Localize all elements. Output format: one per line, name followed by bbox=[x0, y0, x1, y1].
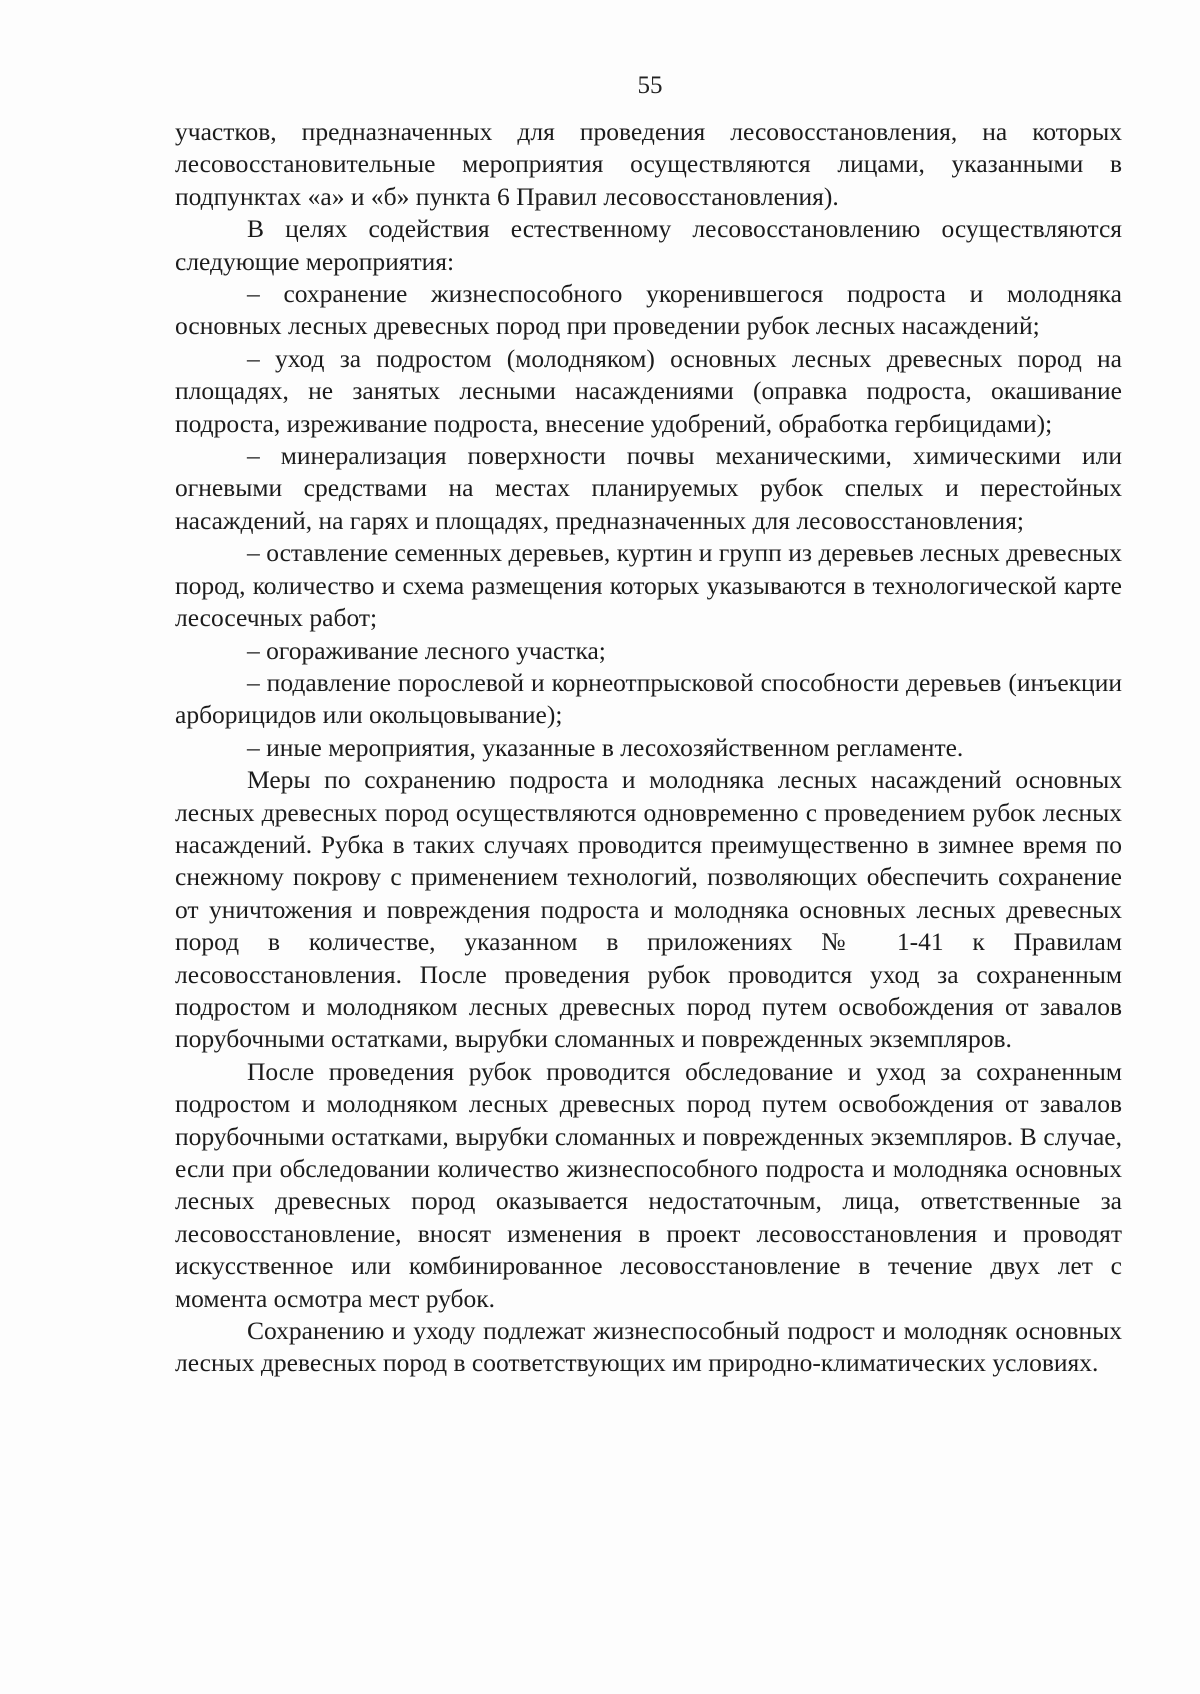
list-item-suppression: – подавление порослевой и корнеотпрысковой способности деревьев (инъекции арборицидов или окольцовывание); bbox=[175, 667, 1122, 730]
body-text bbox=[175, 116, 1122, 1380]
list-item-preservation: – сохранение жизнеспособного укоренившегося подроста и молодняка основных лесных древесных пород при проведении рубок лесных насаждений; bbox=[175, 279, 1122, 341]
paragraph-continuation: участков, предназначенных для проведения лесовосстановления, на которых лесовосстановительные мероприятия осуществляются лицами, указанными в подпунктах «а» и «б» пункта 6 Правил лесовосстановления). bbox=[175, 117, 1122, 211]
list-item-care: – уход за подростом (молодняком) основных лесных древесных пород на площадях, не занятых лесными насаждениями (оправка подроста, окашивание подроста, изреживание подроста, внесение удобрений, обработка гербицидами); bbox=[175, 343, 1122, 438]
list-item-other: – иные мероприятия, указанные в лесохозяйственном регламенте. bbox=[247, 732, 964, 762]
list-item-seed-trees: – оставление семенных деревьев, куртин и групп из деревьев лесных древесных пород, количество и схема размещения которых указываются в технологической карте лесосечных работ; bbox=[175, 538, 1122, 633]
paragraph-measures: Меры по сохранению подроста и молодняка лесных насаждений основных лесных древесных пород осуществляются одновременно с проведением рубок лесных насаждений. Рубка в таких случаях проводится преимущественно в зимнее время по снежному покрову с применением технологий, позволяющих обеспечить сохранение от уничтожения и повреждения подроста и молодняка основных лесных древесных пород в количестве, указанном в приложениях № 1-41 к Правилам лесовосстановления. После проведения рубок проводится уход за сохраненным подростом и молодняком лесных древесных пород путем освобождения от завалов порубочными остатками, вырубки сломанных и поврежденных экземпляров. bbox=[175, 765, 1122, 1054]
paragraph-intro: В целях содействия естественному лесовосстановлению осуществляются следующие мероприятия: bbox=[175, 214, 1122, 276]
page-number: 55 bbox=[637, 72, 663, 99]
paragraph-inspection: После проведения рубок проводится обследование и уход за сохраненным подростом и молодняком лесных древесных пород путем освобождения от завалов порубочными остатками, вырубки сломанных и поврежденных экземпляров. В случае, если при обследовании количество жизнеспособного подроста и молодняка основных лесных древесных пород оказывается недостаточным, лица, ответственные за лесовосстановление, вносят изменения в проект лесовосстановления и проводят искусственное или комбинированное лесовосстановление в течение двух лет с момента осмотра мест рубок. bbox=[175, 1056, 1122, 1313]
list-item-fencing: – огораживание лесного участка; bbox=[247, 635, 606, 665]
paragraph-conclusion: Сохранению и уходу подлежат жизнеспособный подрост и молодняк основных лесных древесных пород в соответствующих им природно-климатических условиях. bbox=[175, 1316, 1122, 1378]
list-item-mineralization: – минерализация поверхности почвы механическими, химическими или огневыми средствами на местах планируемых рубок спелых и перестойных насаждений, на гарях и площадях, предназначенных для лесовосстановления; bbox=[175, 441, 1122, 535]
